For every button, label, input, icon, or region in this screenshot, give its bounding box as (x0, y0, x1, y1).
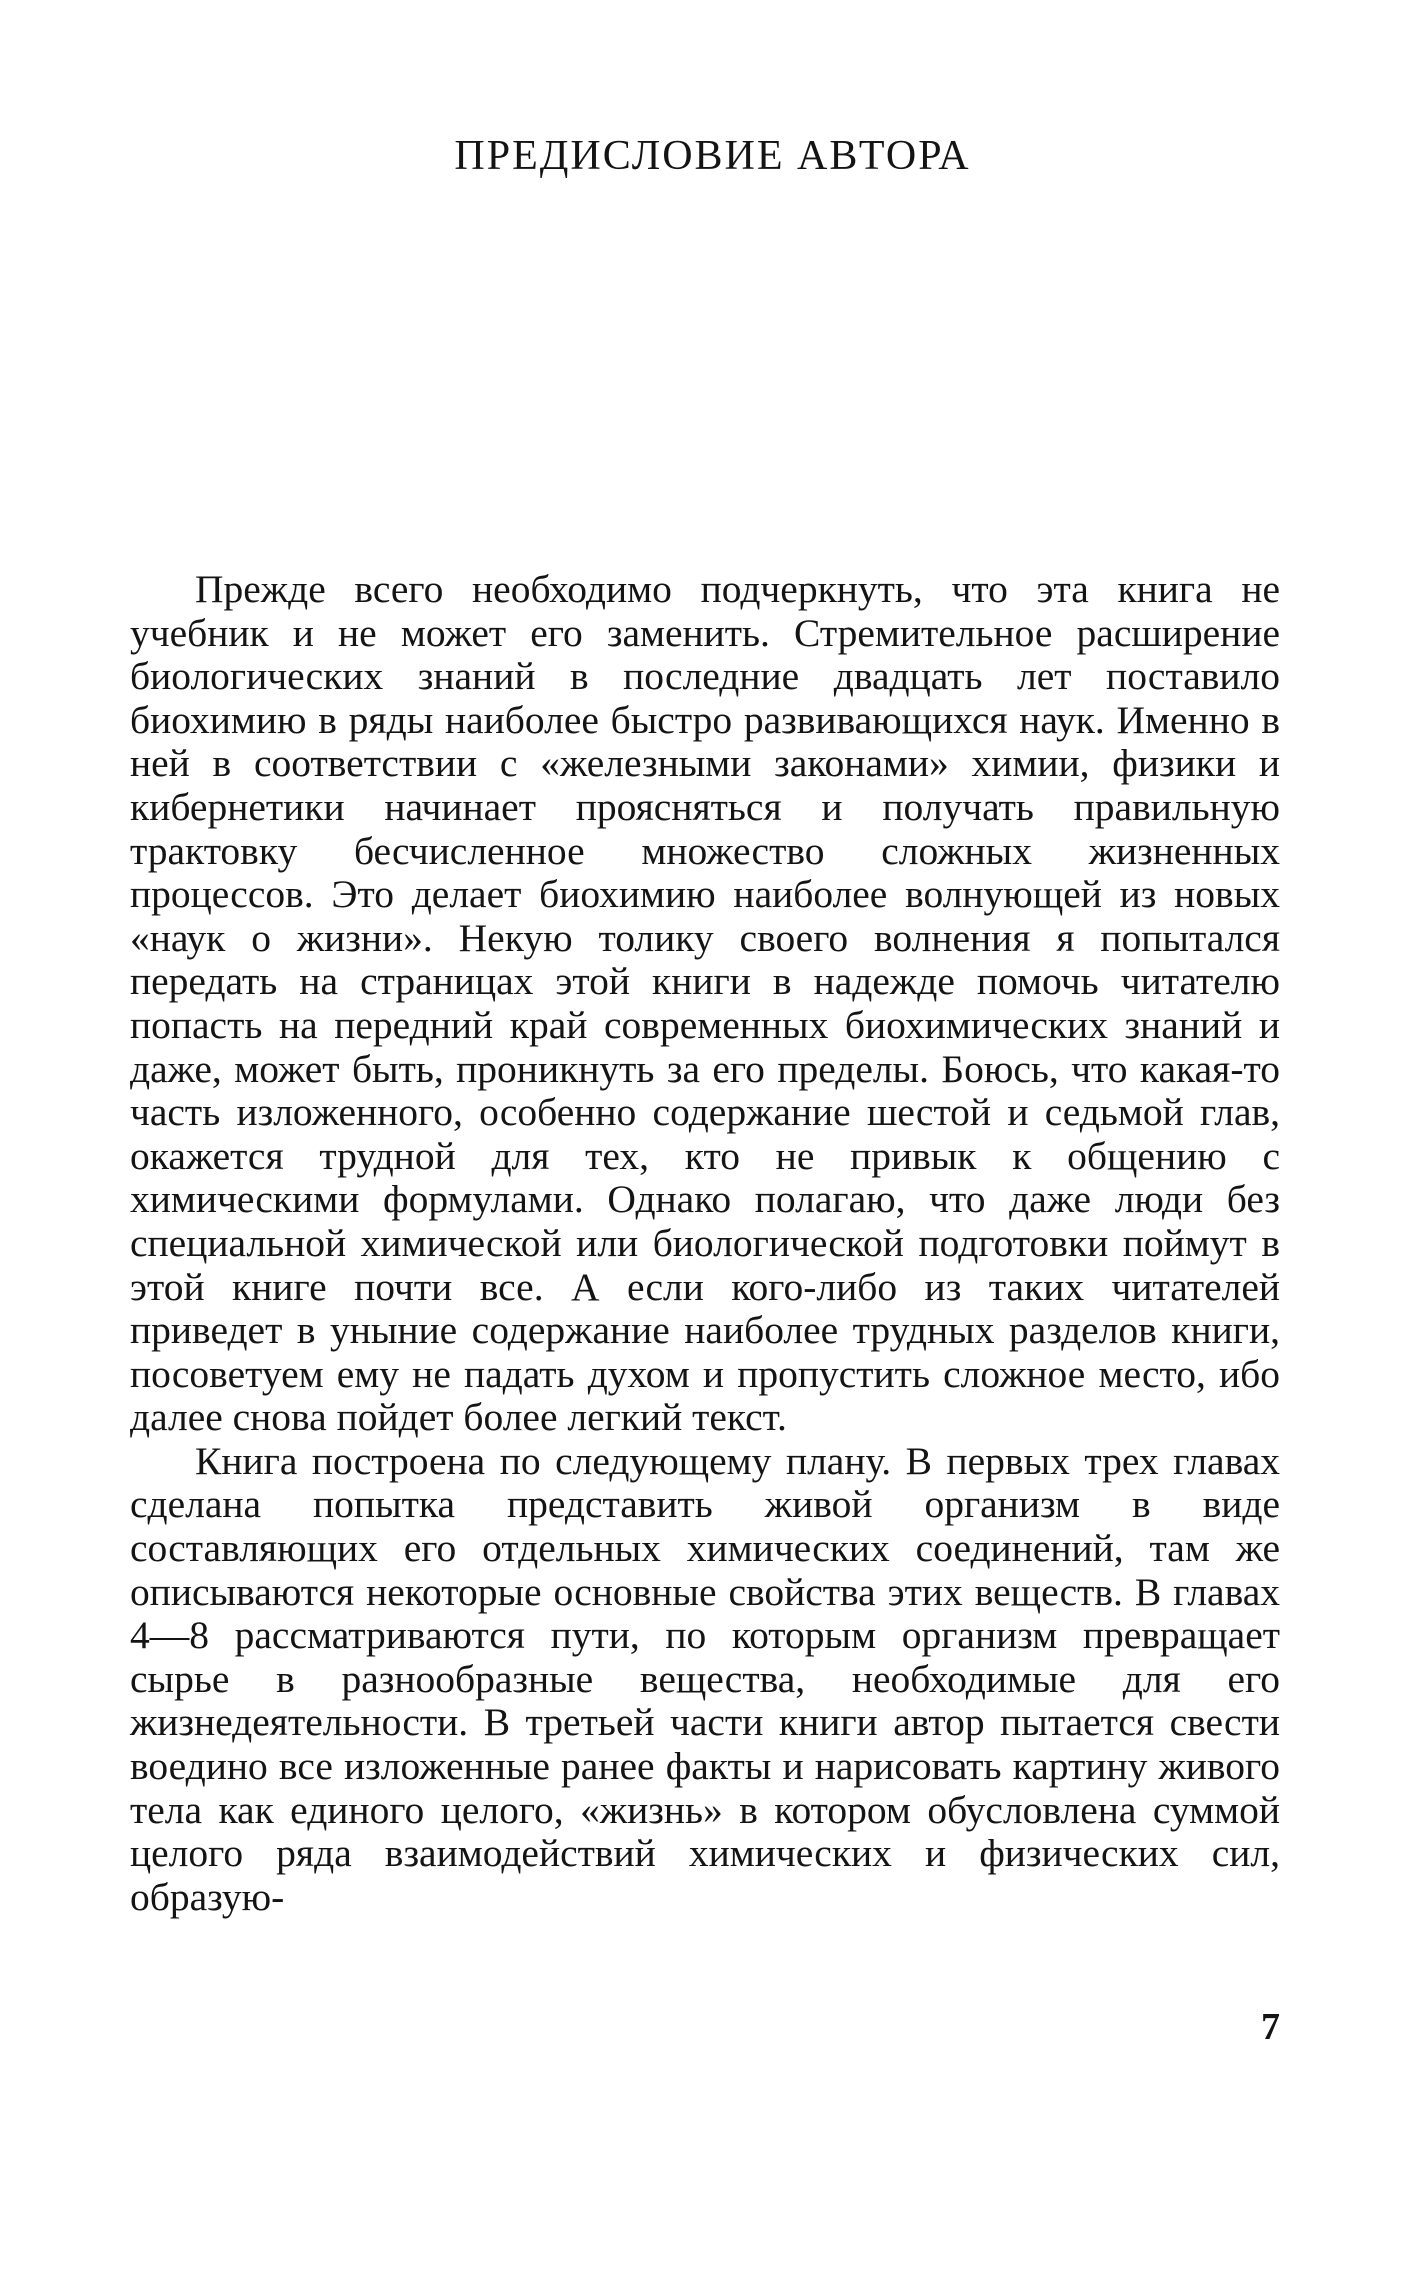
paragraph-1: Прежде всего необходимо подчеркнуть, что эта книга не учебник и не может его заменить. Стремительное расширение биологических знаний в последние двадцать лет поставило биохимию в ряды наиболее быстро развивающихся наук. Именно в ней в соответствии с «железными законами» химии, физики и кибернетики начинает проясняться и получать правильную трактовку бесчисленное множество сложных жизненных процессов. Это делает биохимию наиболее волнующей из новых «наук о жизни». Некую толику своего волнения я попытался передать на страницах этой книги в надежде помочь читателю попасть на передний край современных биохимических знаний и даже, может быть, проникнуть за его пределы. Боюсь, что какая-то часть изложенного, особенно содержание шестой и седьмой глав, окажется трудной для тех, кто не привык к общению с химическими формулами. Однако полагаю, что даже люди без специальной химической или биологической подготовки поймут в этой книге почти все. А если кого-либо из таких читателей приведет в уныние содержание наиболее трудных разделов книги, посоветуем ему не падать духом и пропустить сложное место, ибо далее снова пойдет более легкий текст. (130, 567, 1280, 1440)
paragraph-2: Книга построена по следующему плану. В первых трех главах сделана попытка представить живой организм в виде составляющих его отдельных химических соединений, там же описываются некоторые основные свойства этих веществ. В главах 4—8 рассматриваются пути, по которым организм превращает сырье в разнообразные вещества, необходимые для его жизнедеятельности. В третьей части книги автор пытается свести воедино все изложенные ранее факты и нарисовать картину живого тела как единого целого, «жизнь» в котором обусловлена суммой целого ряда взаимодействий химических и физических сил, образую- (130, 1438, 1280, 1919)
page-number: 7 (1261, 2006, 1280, 2048)
chapter-title: ПРЕДИСЛОВИЕ АВТОРА (454, 133, 971, 179)
body-text (130, 568, 1280, 1919)
